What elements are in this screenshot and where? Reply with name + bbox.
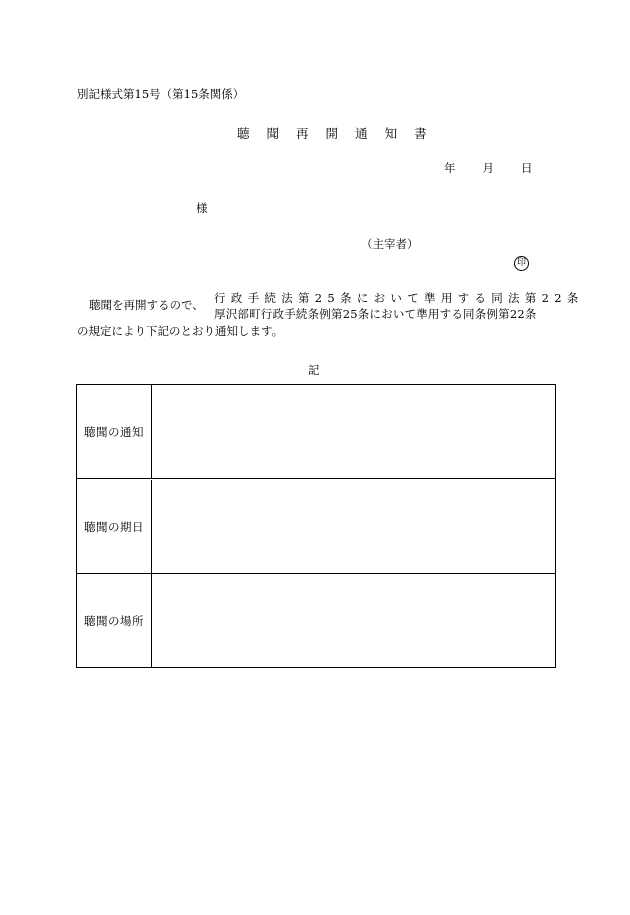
law-reference-1: 行政手続法第25条において準用する同法第22条 [214, 291, 584, 305]
addressee-suffix: 様 [196, 201, 208, 215]
notice-table [76, 384, 556, 668]
document-title [237, 124, 427, 142]
title-char: 聞 [266, 126, 280, 141]
body-tail: の規定により下記のとおり通知します。 [77, 324, 284, 338]
form-id: 別記様式第15号（第15条関係） [77, 87, 245, 101]
table-row [77, 480, 555, 574]
row-label: 聴聞の場所 [77, 574, 152, 668]
row-value [152, 574, 555, 668]
law-reference-2: 厚沢部町行政手続条例第25条において準用する同条例第22条 [214, 307, 537, 321]
title-char: 通 [355, 126, 368, 141]
table-row [77, 385, 555, 479]
title-char: 聴 [237, 126, 250, 141]
table-row [77, 574, 555, 668]
date-day: 日 [521, 161, 533, 175]
body-lead: 聴聞を再開するので、 [89, 298, 204, 312]
row-value [152, 385, 555, 478]
row-label: 聴聞の通知 [77, 385, 152, 478]
ki-heading: 記 [308, 363, 320, 377]
title-char: 知 [384, 126, 398, 141]
date-year: 年 [444, 161, 456, 175]
date-line [444, 160, 533, 176]
title-char: 開 [325, 126, 339, 141]
row-value [152, 480, 555, 573]
title-char: 書 [414, 126, 427, 141]
title-char: 再 [296, 126, 309, 141]
presider-label: （主宰者） [361, 237, 419, 251]
date-month: 月 [482, 161, 494, 175]
row-label: 聴聞の期日 [77, 480, 152, 573]
seal-mark: 印 [514, 256, 529, 271]
